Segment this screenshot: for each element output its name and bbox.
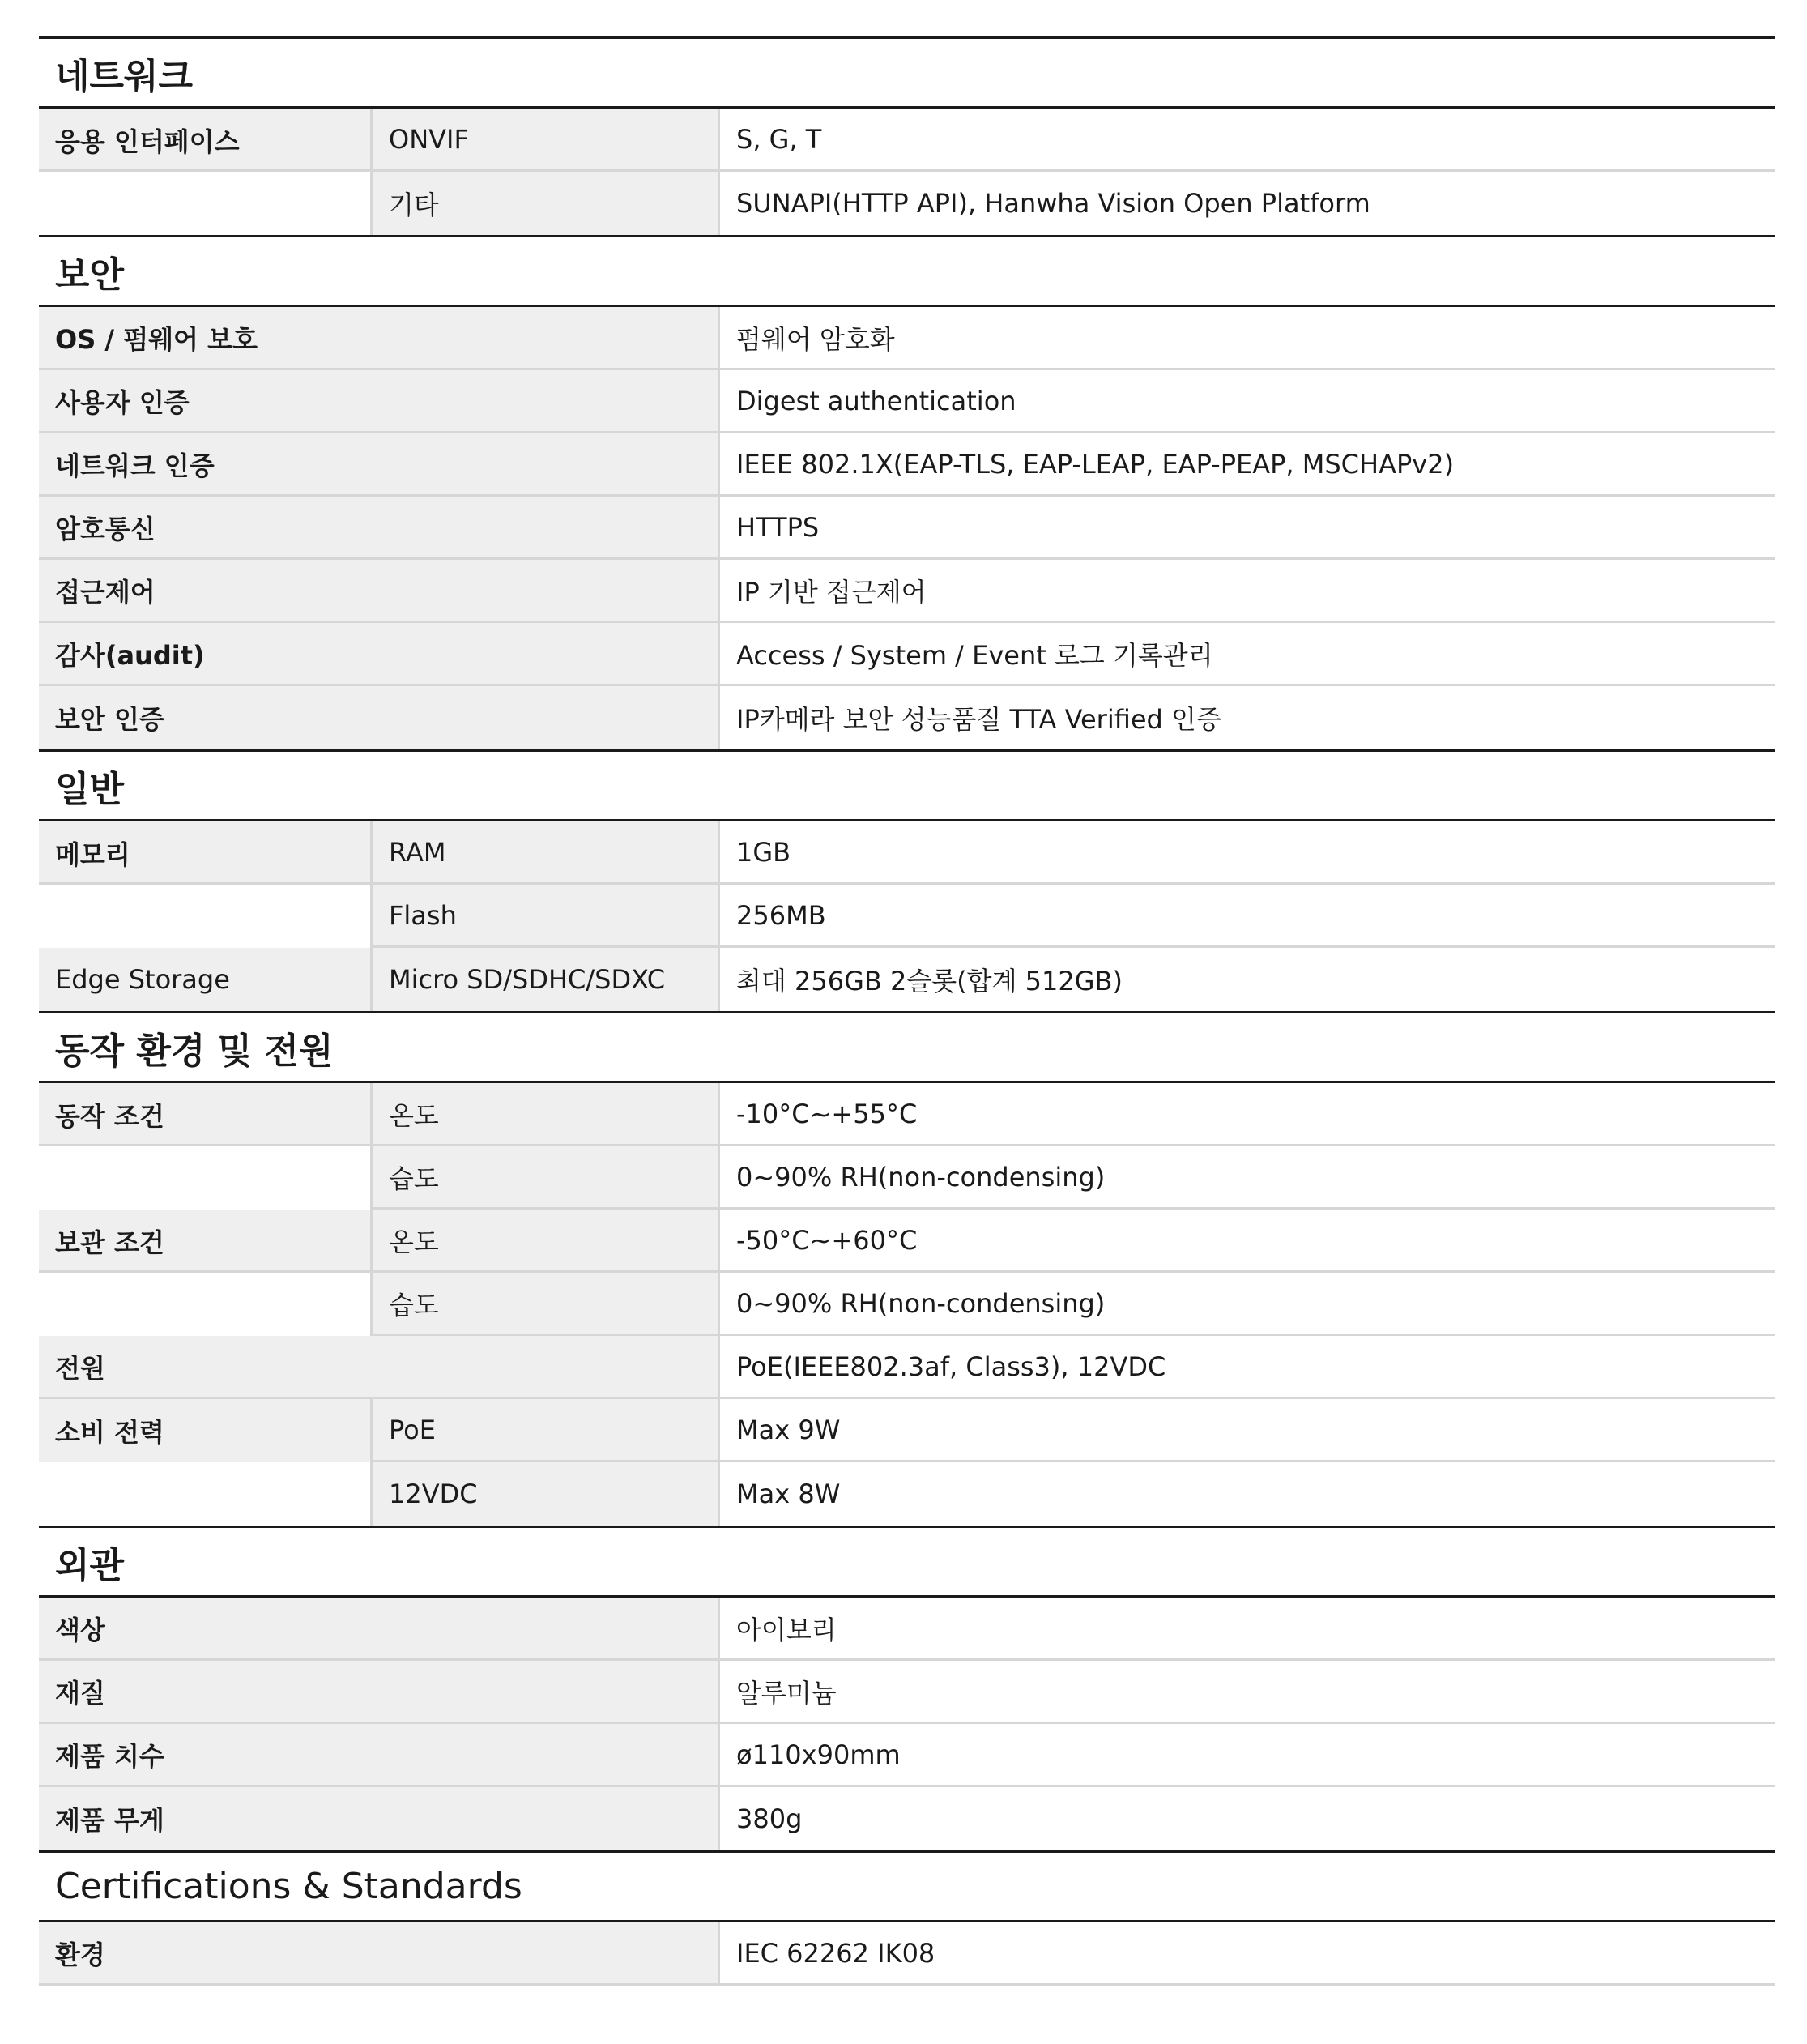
appearance-table (39, 1598, 1775, 1850)
value-material: 알루미늄 (718, 1661, 1775, 1724)
section-title-network: 네트워크 (39, 36, 1775, 109)
row-label-encryption: 암호통신 (39, 497, 718, 560)
sub-label-ram: RAM (370, 821, 718, 885)
value-flash: 256MB (718, 885, 1775, 948)
value-security-cert: IP카메라 보안 성능품질 TTA Verified 인증 (718, 686, 1775, 749)
row-label-access-control: 접근제어 (39, 560, 718, 623)
value-encryption: HTTPS (718, 497, 1775, 560)
row-label-network-auth: 네트워크 인증 (39, 433, 718, 497)
value-operating-humidity: 0~90% RH(non-condensing) (718, 1146, 1775, 1210)
section-title-security: 보안 (39, 235, 1775, 307)
row-label-consumption: 소비 전력 (39, 1399, 370, 1462)
value-color: 아이보리 (718, 1598, 1775, 1661)
sub-label-storage-humidity: 습도 (370, 1273, 718, 1336)
security-table (39, 307, 1775, 749)
spec-sheet (39, 36, 1775, 1986)
row-label-power: 전원 (39, 1336, 718, 1399)
value-environment-cert: IEC 62262 IK08 (718, 1922, 1775, 1986)
row-label-os-firmware: OS / 펌웨어 보호 (39, 307, 718, 370)
certifications-table (39, 1922, 1775, 1986)
row-label-memory: 메모리 (39, 821, 370, 885)
value-dimensions: ø110x90mm (718, 1724, 1775, 1787)
sub-label-other: 기타 (370, 172, 718, 235)
row-label-user-auth: 사용자 인증 (39, 370, 718, 433)
section-title-certifications: Certifications & Standards (39, 1850, 1775, 1922)
value-network-auth: IEEE 802.1X(EAP-TLS, EAP-LEAP, EAP-PEAP, MSCHAPv2) (718, 433, 1775, 497)
section-title-environment: 동작 환경 및 전원 (39, 1011, 1775, 1083)
value-weight: 380g (718, 1787, 1775, 1850)
section-title-appearance: 외관 (39, 1526, 1775, 1598)
row-label-app-interface: 응용 인터페이스 (39, 109, 370, 172)
environment-table (39, 1083, 1775, 1526)
row-label-edge-storage: Edge Storage (39, 948, 370, 1011)
value-other: SUNAPI(HTTP API), Hanwha Vision Open Platform (718, 172, 1775, 235)
sub-label-flash: Flash (370, 885, 718, 948)
sub-label-operating-temp: 온도 (370, 1083, 718, 1146)
sub-label-consumption-12vdc: 12VDC (370, 1462, 718, 1526)
row-label-color: 색상 (39, 1598, 718, 1661)
row-label-operating: 동작 조건 (39, 1083, 370, 1146)
value-os-firmware: 펌웨어 암호화 (718, 307, 1775, 370)
value-storage-temp: -50°C~+60°C (718, 1210, 1775, 1273)
value-operating-temp: -10°C~+55°C (718, 1083, 1775, 1146)
row-label-dimensions: 제품 치수 (39, 1724, 718, 1787)
value-consumption-12vdc: Max 8W (718, 1462, 1775, 1526)
value-onvif: S, G, T (718, 109, 1775, 172)
row-label-material: 재질 (39, 1661, 718, 1724)
value-ram: 1GB (718, 821, 1775, 885)
sub-label-onvif: ONVIF (370, 109, 718, 172)
row-label-audit: 감사(audit) (39, 623, 718, 686)
value-user-auth: Digest authentication (718, 370, 1775, 433)
value-consumption-poe: Max 9W (718, 1399, 1775, 1462)
value-power: PoE(IEEE802.3af, Class3), 12VDC (718, 1336, 1775, 1399)
value-access-control: IP 기반 접근제어 (718, 560, 1775, 623)
value-storage-humidity: 0~90% RH(non-condensing) (718, 1273, 1775, 1336)
general-table (39, 821, 1775, 1011)
row-label-environment-cert: 환경 (39, 1922, 718, 1986)
sub-label-consumption-poe: PoE (370, 1399, 718, 1462)
section-title-general: 일반 (39, 749, 1775, 821)
row-label-security-cert: 보안 인증 (39, 686, 718, 749)
value-edge-storage: 최대 256GB 2슬롯(합계 512GB) (718, 948, 1775, 1011)
sub-label-storage-temp: 온도 (370, 1210, 718, 1273)
row-label-weight: 제품 무게 (39, 1787, 718, 1850)
row-label-storage: 보관 조건 (39, 1210, 370, 1273)
sub-label-edge-storage: Micro SD/SDHC/SDXC (370, 948, 718, 1011)
sub-label-operating-humidity: 습도 (370, 1146, 718, 1210)
network-table (39, 109, 1775, 235)
value-audit: Access / System / Event 로그 기록관리 (718, 623, 1775, 686)
